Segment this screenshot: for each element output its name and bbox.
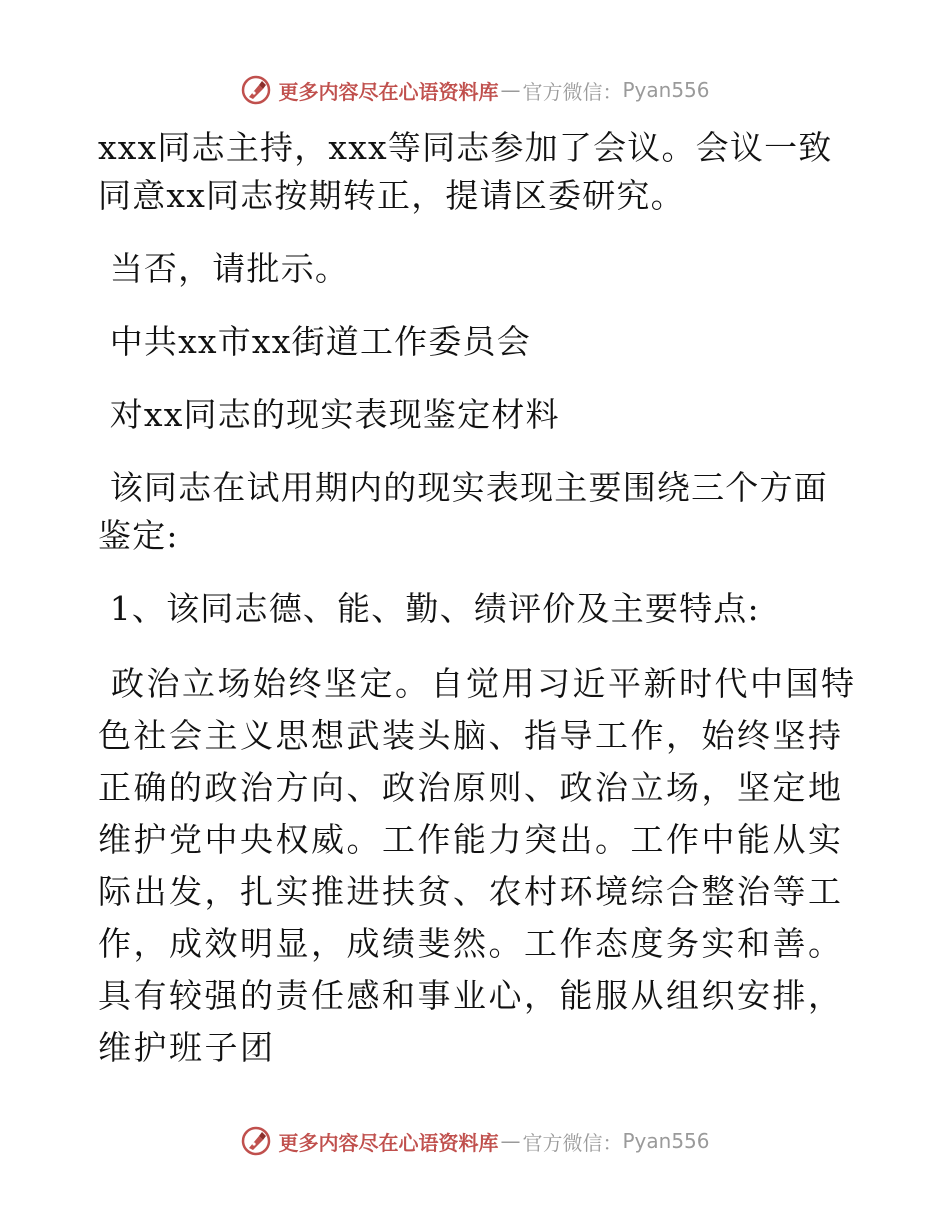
pen-nib-logo-icon [240, 1125, 272, 1157]
paragraph-meeting: xxx同志主持，xxx等同志参加了会议。会议一致同意xx同志按期转正，提请区委研究。 [98, 128, 833, 215]
promo-text: 更多内容尽在心语资料库 [278, 1130, 499, 1155]
paragraph-material-title: 对xx同志的现实表现鉴定材料 [98, 395, 560, 434]
paragraph-evaluation: 政治立场始终坚定。自觉用习近平新时代中国特色社会主义思想武装头脑、指导工作，始终坚持正确的政治方向、政治原则、政治立场，坚定地维护党中央权威。工作能力突出。工作中能从实际出发，扎实推进扶贫、农村环境综合整治等工作，成效明显，成绩斐然。工作态度务实和善。具有较强的责任感和事业心，能服从组织安排，维护班子团 [98, 664, 857, 1067]
wechat-label: 官方微信： [522, 79, 623, 104]
footer-banner [0, 1121, 950, 1161]
separator-dash: — [500, 1129, 521, 1153]
wechat-label: 官方微信： [522, 1130, 623, 1155]
paragraph-intro: 该同志在试用期内的现实表现主要围绕三个方面鉴定: [98, 468, 828, 555]
wechat-id: Pyan556 [622, 1129, 710, 1153]
pen-nib-logo-icon [240, 74, 272, 106]
paragraph-request: 当否，请批示。 [98, 249, 350, 288]
paragraph-section-1: 1、该同志德、能、勤、绩评价及主要特点: [98, 589, 760, 628]
wechat-id: Pyan556 [622, 78, 710, 102]
promo-text: 更多内容尽在心语资料库 [278, 79, 499, 104]
paragraph-committee: 中共xx市xx街道工作委员会 [98, 322, 531, 361]
header-banner [0, 70, 950, 110]
document-body [98, 124, 858, 1099]
separator-dash: — [500, 78, 521, 102]
